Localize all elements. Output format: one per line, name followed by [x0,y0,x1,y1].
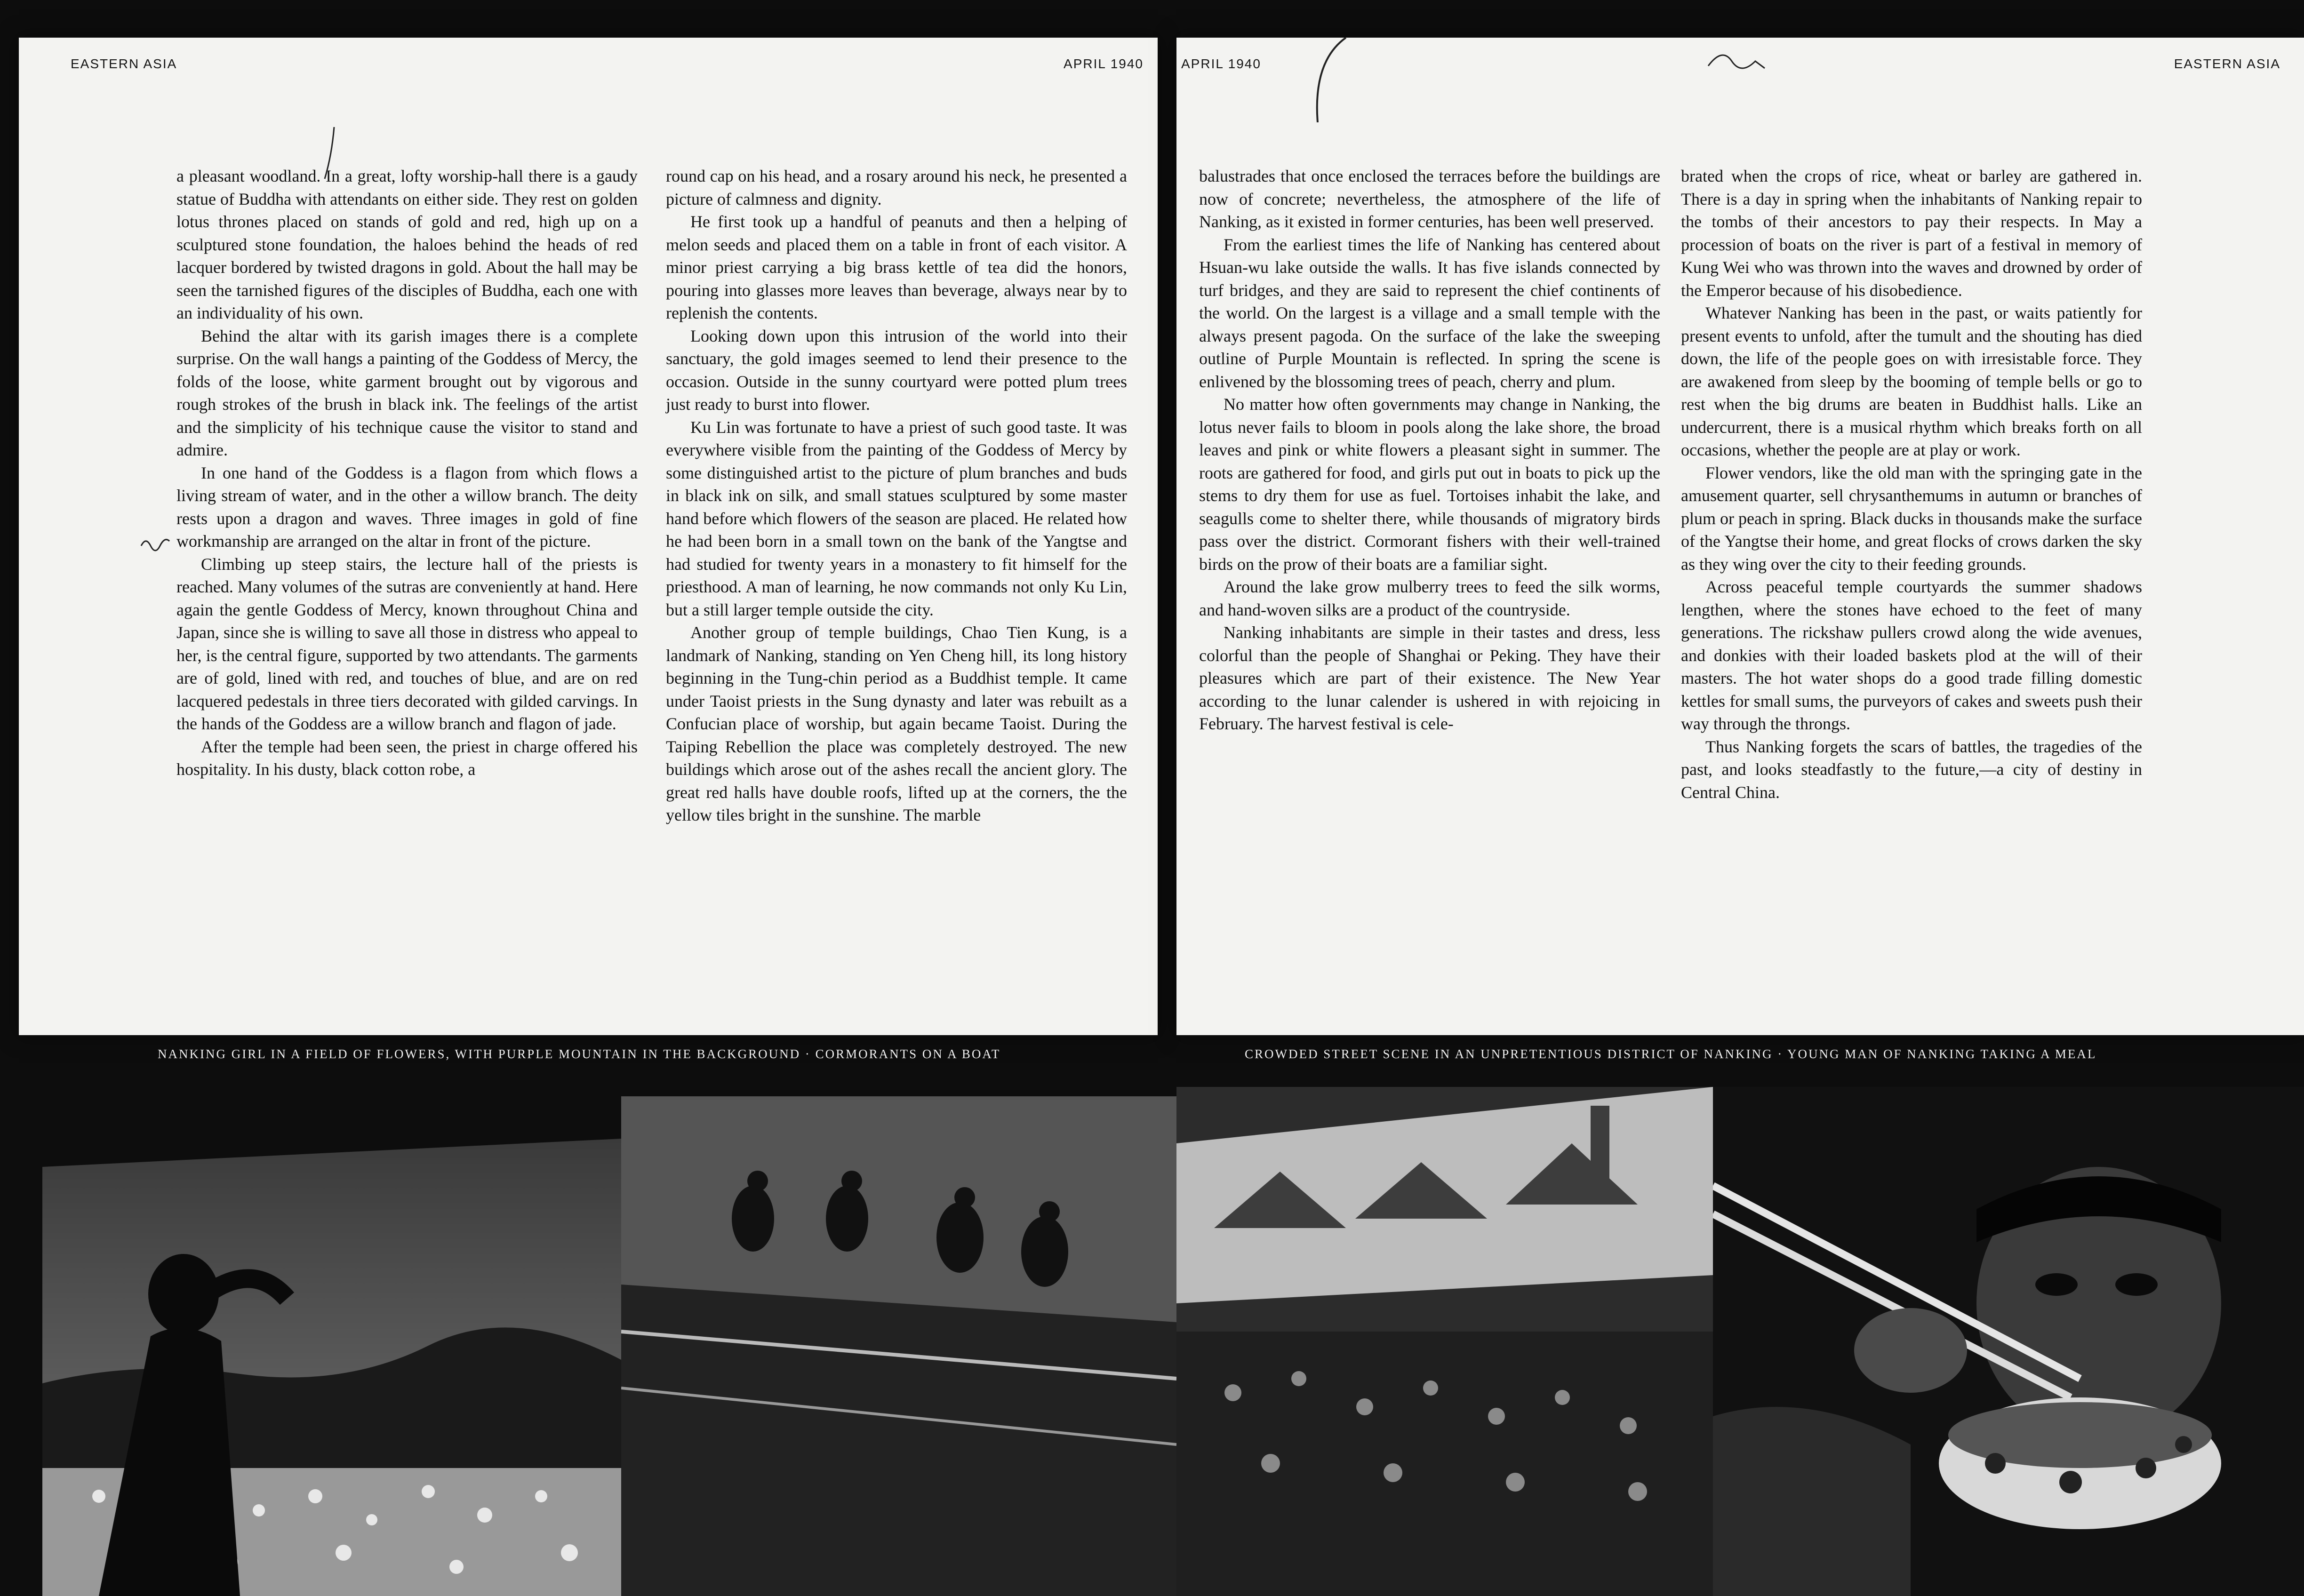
header-right-date: APRIL 1940 [1181,56,1261,71]
right-page-column-1 [1199,165,1660,735]
paragraph: From the earliest times the life of Nanking has centered about Hsuan-wu lake outside the walls. It has five islands connected by turf bridges, and they are said to represent the chief continents of the world. On the largest is a village and a small temple with the always present pagoda. On the surface of the lake the sweeping outline of Purple Mountain is reflected. In spring the scene is enlivened by the blossoming trees of peach, cherry and plum. [1199,235,1660,391]
header-left-date: APRIL 1940 [1064,56,1144,71]
paragraph: No matter how often governments may change in Nanking, the lotus never fails to bloom in pools along the lake shore, the broad leaves and pink or white flowers a pleasant sight in summer. The roots are gathered for food, and girls put out in boats to pick up the stems to dry them for use as fuel. Tortoises inhabit the lake, and seagulls come to shelter there, while thousands of migratory birds pass over the district. Cormorant fishers with their well-trained birds on the prow of their boats are a familiar sight. [1199,395,1660,574]
paragraph: a pleasant woodland. In a great, lofty worship-hall there is a gaudy statue of Buddha with attendants on either side. They rest on golden lotus thrones placed on stands of gold and red, high up on a sculptured stone foundation, the haloes behind the heads of red lacquer bordered by twisted dragons in gold. About the hall may be seen the tarnished figures of the disciples of Buddha, each one with an individuality of his own. [176,167,638,322]
paragraph: round cap on his head, and a rosary around his neck, he presented a picture of calmness and dignity. [666,167,1127,208]
photo-young-man-taking-meal [1713,1087,2304,1596]
pencil-scribble-mark [1704,42,1769,75]
paragraph: Thus Nanking forgets the scars of battles, the tragedies of the past, and looks steadfastly to the future,—a city of destiny in Central China. [1681,737,2142,802]
paragraph: balustrades that once enclosed the terraces before the buildings are now of concrete; nevertheless, the atmosphere of the life of Nanking, as it existed in former centuries, has been well preserved. [1199,167,1660,231]
pencil-squiggle-mark [136,532,174,560]
header-left-journal: EASTERN ASIA [71,56,177,71]
photo-crowded-street-scene [1176,1087,1713,1596]
paragraph: Looking down upon this intrusion of the world into their sanctuary, the gold images seemed to lend their presence to the occasion. Outside in the sunny courtyard were potted plum trees just ready to burst into flower. [666,326,1127,414]
photo-girl-in-flower-field [42,1139,621,1596]
paragraph: Flower vendors, like the old man with the springing gate in the amusement quarter, sell chrysanthemums in autumn or branches of plum or peach in spring. Black ducks in thousands make the surface of the Yangtse their home, and great flocks of crows darken the sky as they wing over the city to their feeding grounds. [1681,463,2142,574]
header-right-journal: EASTERN ASIA [2174,56,2280,71]
left-page-column-2 [666,165,1127,827]
paragraph: Another group of temple buildings, Chao Tien Kung, is a landmark of Nanking, standing on Yen Cheng hill, its long history beginning in the Tung-chin period as a Buddhist temple. It came under Taoist priests in the Sung dynasty and later was rebuilt as a Confucian place of worship, but again became Taoist. During the Taiping Rebellion the place was completely destroyed. The new buildings which arose out of the ashes recall the ancient glory. The great red halls have double roofs, lifted up at the corners, the the yellow tiles bright in the sunshine. The marble [666,623,1127,824]
paragraph: Ku Lin was fortunate to have a priest of such good taste. It was everywhere visible from the painting of the Goddess of Mercy by some distinguished artist to the picture of plum branches and buds in black ink on silk, and small statues sculptured by some master hand before which flowers of the season are placed. He related how he had been born in a small town on the bank of the Yangtse and had studied for twenty years in a monastery to fit himself for the priesthood. A man of learning, he now commands not only Ku Lin, but a still larger temple outside the city. [666,417,1127,619]
paragraph: Nanking inhabitants are simple in their tastes and dress, less colorful than the people of Shanghai or Peking. They have their pleasures which are part of their existence. The New Year according to the lunar calender is ushered in with rejoicing in February. The harvest festival is cele- [1199,623,1660,733]
pencil-arc-mark [1299,33,1355,127]
photo-cormorants-on-boat [621,1096,1176,1596]
right-page-column-2 [1681,165,2142,804]
caption-right: CROWDED STREET SCENE IN AN UNPRETENTIOUS DISTRICT OF NANKING · YOUNG MAN OF NANKING TAKING A MEAL [1245,1047,2097,1061]
paragraph: After the temple had been seen, the priest in charge offered his hospitality. In his dusty, black cotton robe, a [176,737,638,779]
left-page [19,38,1158,1035]
pencil-stroke-mark [311,113,348,188]
paragraph: brated when the crops of rice, wheat or barley are gathered in. There is a day in spring when the inhabitants of Nanking repair to the tombs of their ancestors to pay their respects. In May a procession of boats on the river is part of a festival in memory of Kung Wei who was thrown into the waves and drowned by order of the Emperor because of his disobedience. [1681,167,2142,300]
paragraph: Climbing up steep stairs, the lecture hall of the priests is reached. Many volumes of the sutras are conveniently at hand. Here again the gentle Goddess of Mercy, known throughout China and Japan, since she is willing to save all those in distress who appeal to her, is the central figure, supported by two attendants. The garments are of gold, lined with red, and touches of blue, and are on red lacquered pedestals in three tiers decorated with gilded carvings. In the hands of the Goddess are a willow branch and flagon of jade. [176,554,638,733]
paragraph: Around the lake grow mulberry trees to feed the silk worms, and hand-woven silks are a product of the countryside. [1199,577,1660,619]
paragraph: Whatever Nanking has been in the past, or waits patiently for present events to unfold, after the tumult and the shouting has died down, the life of the people goes on with irresistable force. They are awakened from sleep by the booming of temple bells or go to rest when the big drums are beaten in Buddhist halls. Like an undercurrent, there is a musical rhythm which breaks forth on all occasions, whether the people are at play or work. [1681,303,2142,459]
paragraph: He first took up a handful of peanuts and then a helping of melon seeds and placed them on a table in front of each visitor. A minor priest carrying a big brass kettle of tea did the honors, pouring into glasses more leaves than beverage, always near by to replenish the contents. [666,212,1127,322]
paragraph: Across peaceful temple courtyards the summer shadows lengthen, where the stones have echoed to the feet of many generations. The rickshaw pullers crowd along the wide avenues, and donkies with their loaded baskets plod at the will of their masters. The hot water shops do a good trade filling domestic kettles for small sums, the purveyors of cakes and sweets push their way through the throngs. [1681,577,2142,733]
caption-left: NANKING GIRL IN A FIELD OF FLOWERS, WITH PURPLE MOUNTAIN IN THE BACKGROUND · CORMORANTS ON A BOAT [158,1047,1001,1061]
paragraph: Behind the altar with its garish images there is a complete surprise. On the wall hangs a painting of the Goddess of Mercy, the folds of the loose, white garment brought out by vigorous and rough strokes of the brush in black ink. The feelings of the artist and the simplicity of his technique cause the visitor to stand and admire. [176,326,638,459]
right-page [1176,38,2304,1035]
left-page-column-1 [176,165,638,781]
paragraph: In one hand of the Goddess is a flagon from which flows a living stream of water, and in the other a willow branch. The deity rests upon a dragon and waves. Three images in gold of fine workmanship are arranged on the altar in front of the picture. [176,463,638,551]
